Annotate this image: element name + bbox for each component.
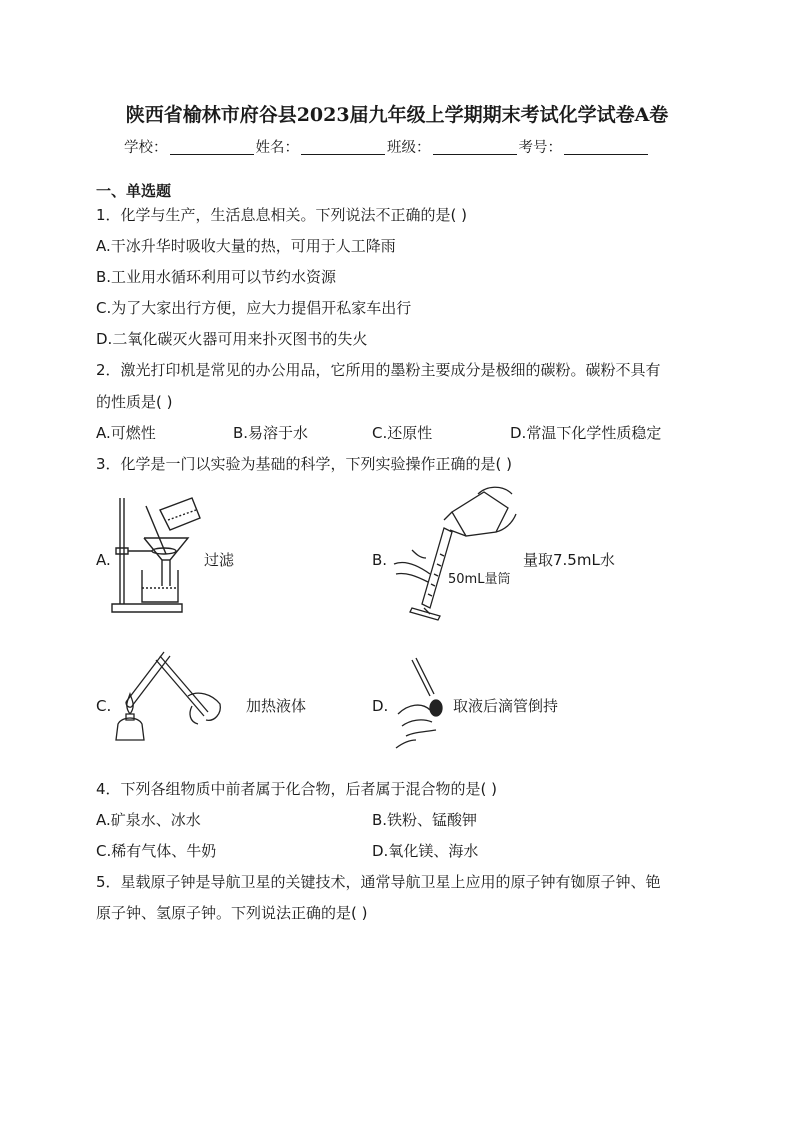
- dropper-figure: [386, 656, 452, 752]
- q1-option-a: A.干冰升华时吸收大量的热，可用于人工降雨: [96, 237, 396, 255]
- q4-option-c: C.稀有气体、牛奶: [96, 842, 217, 860]
- measuring-cylinder-figure: [386, 484, 522, 626]
- q4-option-d: D.氧化镁、海水: [372, 842, 479, 860]
- q3-option-b-letter: B.: [372, 551, 388, 569]
- filtration-apparatus-figure: [108, 492, 204, 616]
- q3-stem: 3．化学是一门以实验为基础的科学，下列实验操作正确的是( ): [96, 455, 513, 473]
- q4-option-b: B.铁粉、锰酸钾: [372, 811, 478, 829]
- q4-option-a: A.矿泉水、冰水: [96, 811, 201, 829]
- q2-stem-line1: 2．激光打印机是常见的办公用品，它所用的墨粉主要成分是极细的碳粉。碳粉不具有: [96, 361, 661, 379]
- q1-option-c: C.为了大家出行方便，应大力提倡开私家车出行: [96, 299, 412, 317]
- name-blank[interactable]: [301, 140, 385, 155]
- class-blank[interactable]: [433, 140, 517, 155]
- q1-stem: 1．化学与生产，生活息息相关。下列说法不正确的是( ): [96, 206, 468, 224]
- q3-option-c-letter: C.: [96, 697, 112, 715]
- q3-option-b-text: 量取7.5mL水: [523, 551, 615, 569]
- number-label: 考号：: [518, 140, 562, 156]
- class-label: 班级：: [387, 140, 431, 156]
- student-info-row: [124, 136, 650, 157]
- q2-stem-line2: 的性质是( ): [96, 393, 173, 411]
- q3-option-a-text: 过滤: [204, 551, 235, 569]
- q4-stem: 4．下列各组物质中前者属于化合物，后者属于混合物的是( ): [96, 780, 498, 798]
- q5-stem-line1: 5．星载原子钟是导航卫星的关键技术，通常导航卫星上应用的原子钟有铷原子钟、铯: [96, 873, 661, 891]
- heating-test-tube-figure: [108, 644, 228, 744]
- q3-option-d-letter: D.: [372, 697, 389, 715]
- school-blank[interactable]: [170, 140, 254, 155]
- q2-option-c: C.还原性: [372, 424, 433, 442]
- q3-option-c-text: 加热液体: [246, 697, 307, 715]
- q1-option-b: B.工业用水循环利用可以节约水资源: [96, 268, 337, 286]
- q2-option-d: D.常温下化学性质稳定: [510, 424, 662, 442]
- q1-option-d: D.二氧化碳灭火器可用来扑灭图书的失火: [96, 330, 368, 348]
- q2-option-a: A.可燃性: [96, 424, 156, 442]
- section-heading: 一、单选题: [96, 182, 172, 200]
- q3-option-b-figure-label: 50mL量筒: [448, 572, 511, 587]
- school-label: 学校：: [124, 140, 168, 156]
- q3-option-d-text: 取液后滴管倒持: [453, 697, 559, 715]
- q2-option-b: B.易溶于水: [233, 424, 309, 442]
- name-label: 姓名：: [255, 140, 299, 156]
- exam-title: 陕西省榆林市府谷县2023届九年级上学期期末考试化学试卷A卷: [125, 104, 669, 126]
- q5-stem-line2: 原子钟、氢原子钟。下列说法正确的是( ): [96, 904, 368, 922]
- q3-option-a-letter: A.: [96, 551, 111, 569]
- number-blank[interactable]: [564, 140, 648, 155]
